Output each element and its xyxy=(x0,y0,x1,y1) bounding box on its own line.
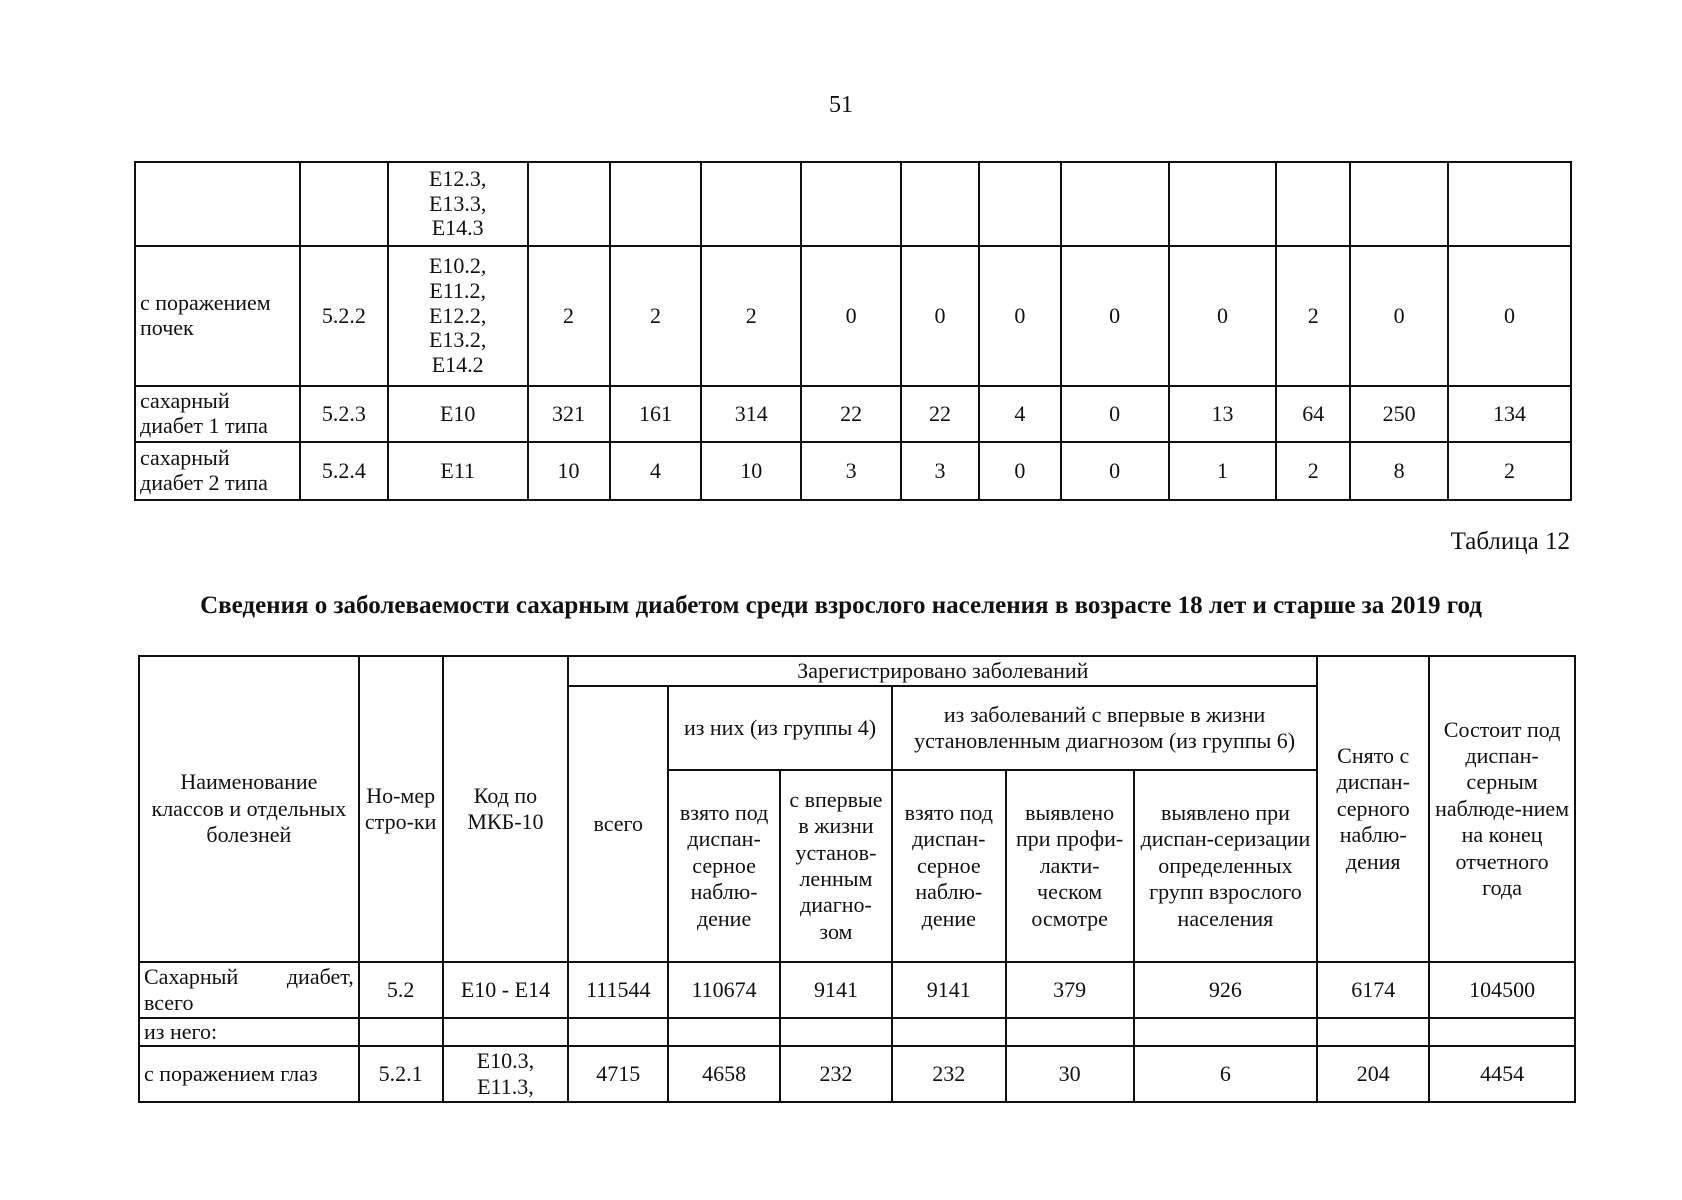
row-line xyxy=(300,162,388,246)
page-number: 51 xyxy=(829,92,853,118)
value-cell: 1 xyxy=(1169,442,1277,500)
table-row xyxy=(135,162,1571,246)
value-cell: 3 xyxy=(801,442,901,500)
row-code xyxy=(443,1046,569,1102)
row-name: с поражением почек xyxy=(135,246,300,386)
value-cell: 0 xyxy=(901,246,979,386)
value-cell xyxy=(801,162,901,246)
value-cell: 8 xyxy=(1350,442,1448,500)
header-code: Код по МКБ-10 xyxy=(443,656,569,962)
cell-under-observation: 104500 xyxy=(1429,962,1575,1018)
header-total: всего xyxy=(568,686,668,962)
value-cell: 0 xyxy=(979,442,1061,500)
cell-removed: 6174 xyxy=(1317,962,1429,1018)
header-under-observation: Состоит под диспан-серным наблюде-нием на конец отчетного года xyxy=(1429,656,1575,962)
header-g6-dispensary: взято под диспан-серное наблю-дение xyxy=(892,770,1006,962)
value-cell: 0 xyxy=(1350,246,1448,386)
row-code-part: E11 xyxy=(440,457,476,483)
value-cell: 4 xyxy=(610,442,702,500)
row-name xyxy=(135,162,300,246)
row-name-part: всего xyxy=(144,990,194,1015)
value-cell: 0 xyxy=(1061,246,1169,386)
header-removed: Снято с диспан-серного наблю-дения xyxy=(1317,656,1429,962)
value-cell: 0 xyxy=(1061,442,1169,500)
header-name: Наименование классов и отдельных болезней xyxy=(139,656,359,962)
value-cell xyxy=(701,162,801,246)
row-name xyxy=(139,962,359,1018)
row-line: 5.2 xyxy=(359,962,443,1018)
row-name: с поражением глаз xyxy=(139,1046,359,1102)
table-12 xyxy=(138,655,1576,1103)
table-row xyxy=(139,1046,1575,1102)
value-cell xyxy=(1350,162,1448,246)
row-name-part: диабет, xyxy=(286,963,354,989)
value-cell: 2 xyxy=(610,246,702,386)
table-title: Сведения о заболеваемости сахарным диабетом среди взрослого населения в возрасте 18 лет и старше за 2019 год xyxy=(200,592,1482,619)
value-cell: 321 xyxy=(528,386,610,442)
row-code-part: E13.3, xyxy=(428,190,487,216)
row-code-part: E10 xyxy=(439,400,476,426)
value-cell: 3 xyxy=(901,442,979,500)
cell-g4-first: 9141 xyxy=(780,962,892,1018)
cell-g6-prophylactic: 379 xyxy=(1006,962,1134,1018)
row-code xyxy=(388,162,528,246)
row-code xyxy=(388,246,528,386)
value-cell xyxy=(528,162,610,246)
value-cell xyxy=(979,162,1061,246)
table-row xyxy=(139,962,1575,1018)
header-g6-prophylactic: выявлено при профи-лакти-ческом осмотре xyxy=(1006,770,1134,962)
empty-cell xyxy=(359,1018,443,1046)
value-cell: 2 xyxy=(1448,442,1571,500)
header-from-group4: из них (из группы 4) xyxy=(668,686,892,770)
header-from-group6: из заболеваний с впервые в жизни установленным диагнозом (из группы 6) xyxy=(892,686,1317,770)
continued-table xyxy=(134,161,1572,501)
row-code-part: E12.3, xyxy=(428,166,487,192)
value-cell: 0 xyxy=(1061,386,1169,442)
header-g4-dispensary: взято под диспан-серное наблю-дение xyxy=(668,770,780,962)
value-cell xyxy=(1061,162,1169,246)
row-line: 5.2.4 xyxy=(300,442,388,500)
value-cell: 22 xyxy=(901,386,979,442)
row-name: из него: xyxy=(139,1018,359,1046)
header-registered: Зарегистрировано заболеваний xyxy=(568,656,1317,686)
cell-total: 4715 xyxy=(568,1046,668,1102)
header-g6-screening: выявлено при диспан-серизации определенных групп взрослого населения xyxy=(1134,770,1318,962)
cell-g4-first: 232 xyxy=(780,1046,892,1102)
value-cell: 10 xyxy=(701,442,801,500)
row-code-part: E13.2, xyxy=(428,327,487,353)
value-cell xyxy=(1169,162,1277,246)
table-row xyxy=(135,386,1571,442)
value-cell: 0 xyxy=(1448,246,1571,386)
row-code-part: E11.3, xyxy=(477,1074,534,1100)
value-cell: 161 xyxy=(610,386,702,442)
value-cell: 314 xyxy=(701,386,801,442)
cell-g6-dispensary: 232 xyxy=(892,1046,1006,1102)
cell-g6-prophylactic: 30 xyxy=(1006,1046,1134,1102)
cell-g6-screening: 926 xyxy=(1134,962,1318,1018)
value-cell: 0 xyxy=(979,246,1061,386)
value-cell: 10 xyxy=(528,442,610,500)
row-name: сахарный диабет 1 типа xyxy=(135,386,300,442)
value-cell: 2 xyxy=(701,246,801,386)
row-code-part: E10.2, xyxy=(428,253,487,279)
value-cell: 0 xyxy=(1169,246,1277,386)
row-line: 5.2.2 xyxy=(300,246,388,386)
row-line: 5.2.3 xyxy=(300,386,388,442)
cell-removed: 204 xyxy=(1317,1046,1429,1102)
value-cell xyxy=(1448,162,1571,246)
value-cell: 0 xyxy=(801,246,901,386)
table-row xyxy=(139,1018,1575,1046)
table-row xyxy=(135,246,1571,386)
header-g4-first: с впервые в жизни установ-ленным диагно-зом xyxy=(780,770,892,962)
empty-cell xyxy=(1317,1018,1429,1046)
value-cell: 13 xyxy=(1169,386,1277,442)
row-line: 5.2.1 xyxy=(359,1046,443,1102)
value-cell xyxy=(1276,162,1350,246)
cell-g4-dispensary: 110674 xyxy=(668,962,780,1018)
value-cell: 22 xyxy=(801,386,901,442)
value-cell: 4 xyxy=(979,386,1061,442)
value-cell xyxy=(610,162,702,246)
row-code-part: E12.2, xyxy=(428,302,487,328)
row-name-part: Сахарный xyxy=(144,963,239,989)
header-line: Но-мер стро-ки xyxy=(359,656,443,962)
cell-g4-dispensary: 4658 xyxy=(668,1046,780,1102)
value-cell: 2 xyxy=(528,246,610,386)
row-code-part: E14.3 xyxy=(431,215,484,241)
empty-cell xyxy=(1134,1018,1318,1046)
row-name: сахарный диабет 2 типа xyxy=(135,442,300,500)
row-code xyxy=(388,386,528,442)
row-code xyxy=(388,442,528,500)
empty-cell xyxy=(668,1018,780,1046)
cell-g6-dispensary: 9141 xyxy=(892,962,1006,1018)
empty-cell xyxy=(780,1018,892,1046)
empty-cell xyxy=(1006,1018,1134,1046)
empty-cell xyxy=(568,1018,668,1046)
cell-under-observation: 4454 xyxy=(1429,1046,1575,1102)
row-code-part: E14.2 xyxy=(431,351,484,377)
value-cell: 64 xyxy=(1276,386,1350,442)
value-cell: 250 xyxy=(1350,386,1448,442)
empty-cell xyxy=(443,1018,569,1046)
cell-total: 111544 xyxy=(568,962,668,1018)
row-code-part: E10.3, xyxy=(476,1048,535,1073)
table-row xyxy=(135,442,1571,500)
cell-g6-screening: 6 xyxy=(1134,1046,1318,1102)
value-cell: 134 xyxy=(1448,386,1571,442)
value-cell xyxy=(901,162,979,246)
row-code-part: E11.2, xyxy=(429,278,487,304)
table-label: Таблица 12 xyxy=(1450,528,1570,555)
empty-cell xyxy=(1429,1018,1575,1046)
empty-cell xyxy=(892,1018,1006,1046)
value-cell: 2 xyxy=(1276,246,1350,386)
row-code: E10 - E14 xyxy=(443,962,569,1018)
value-cell: 2 xyxy=(1276,442,1350,500)
